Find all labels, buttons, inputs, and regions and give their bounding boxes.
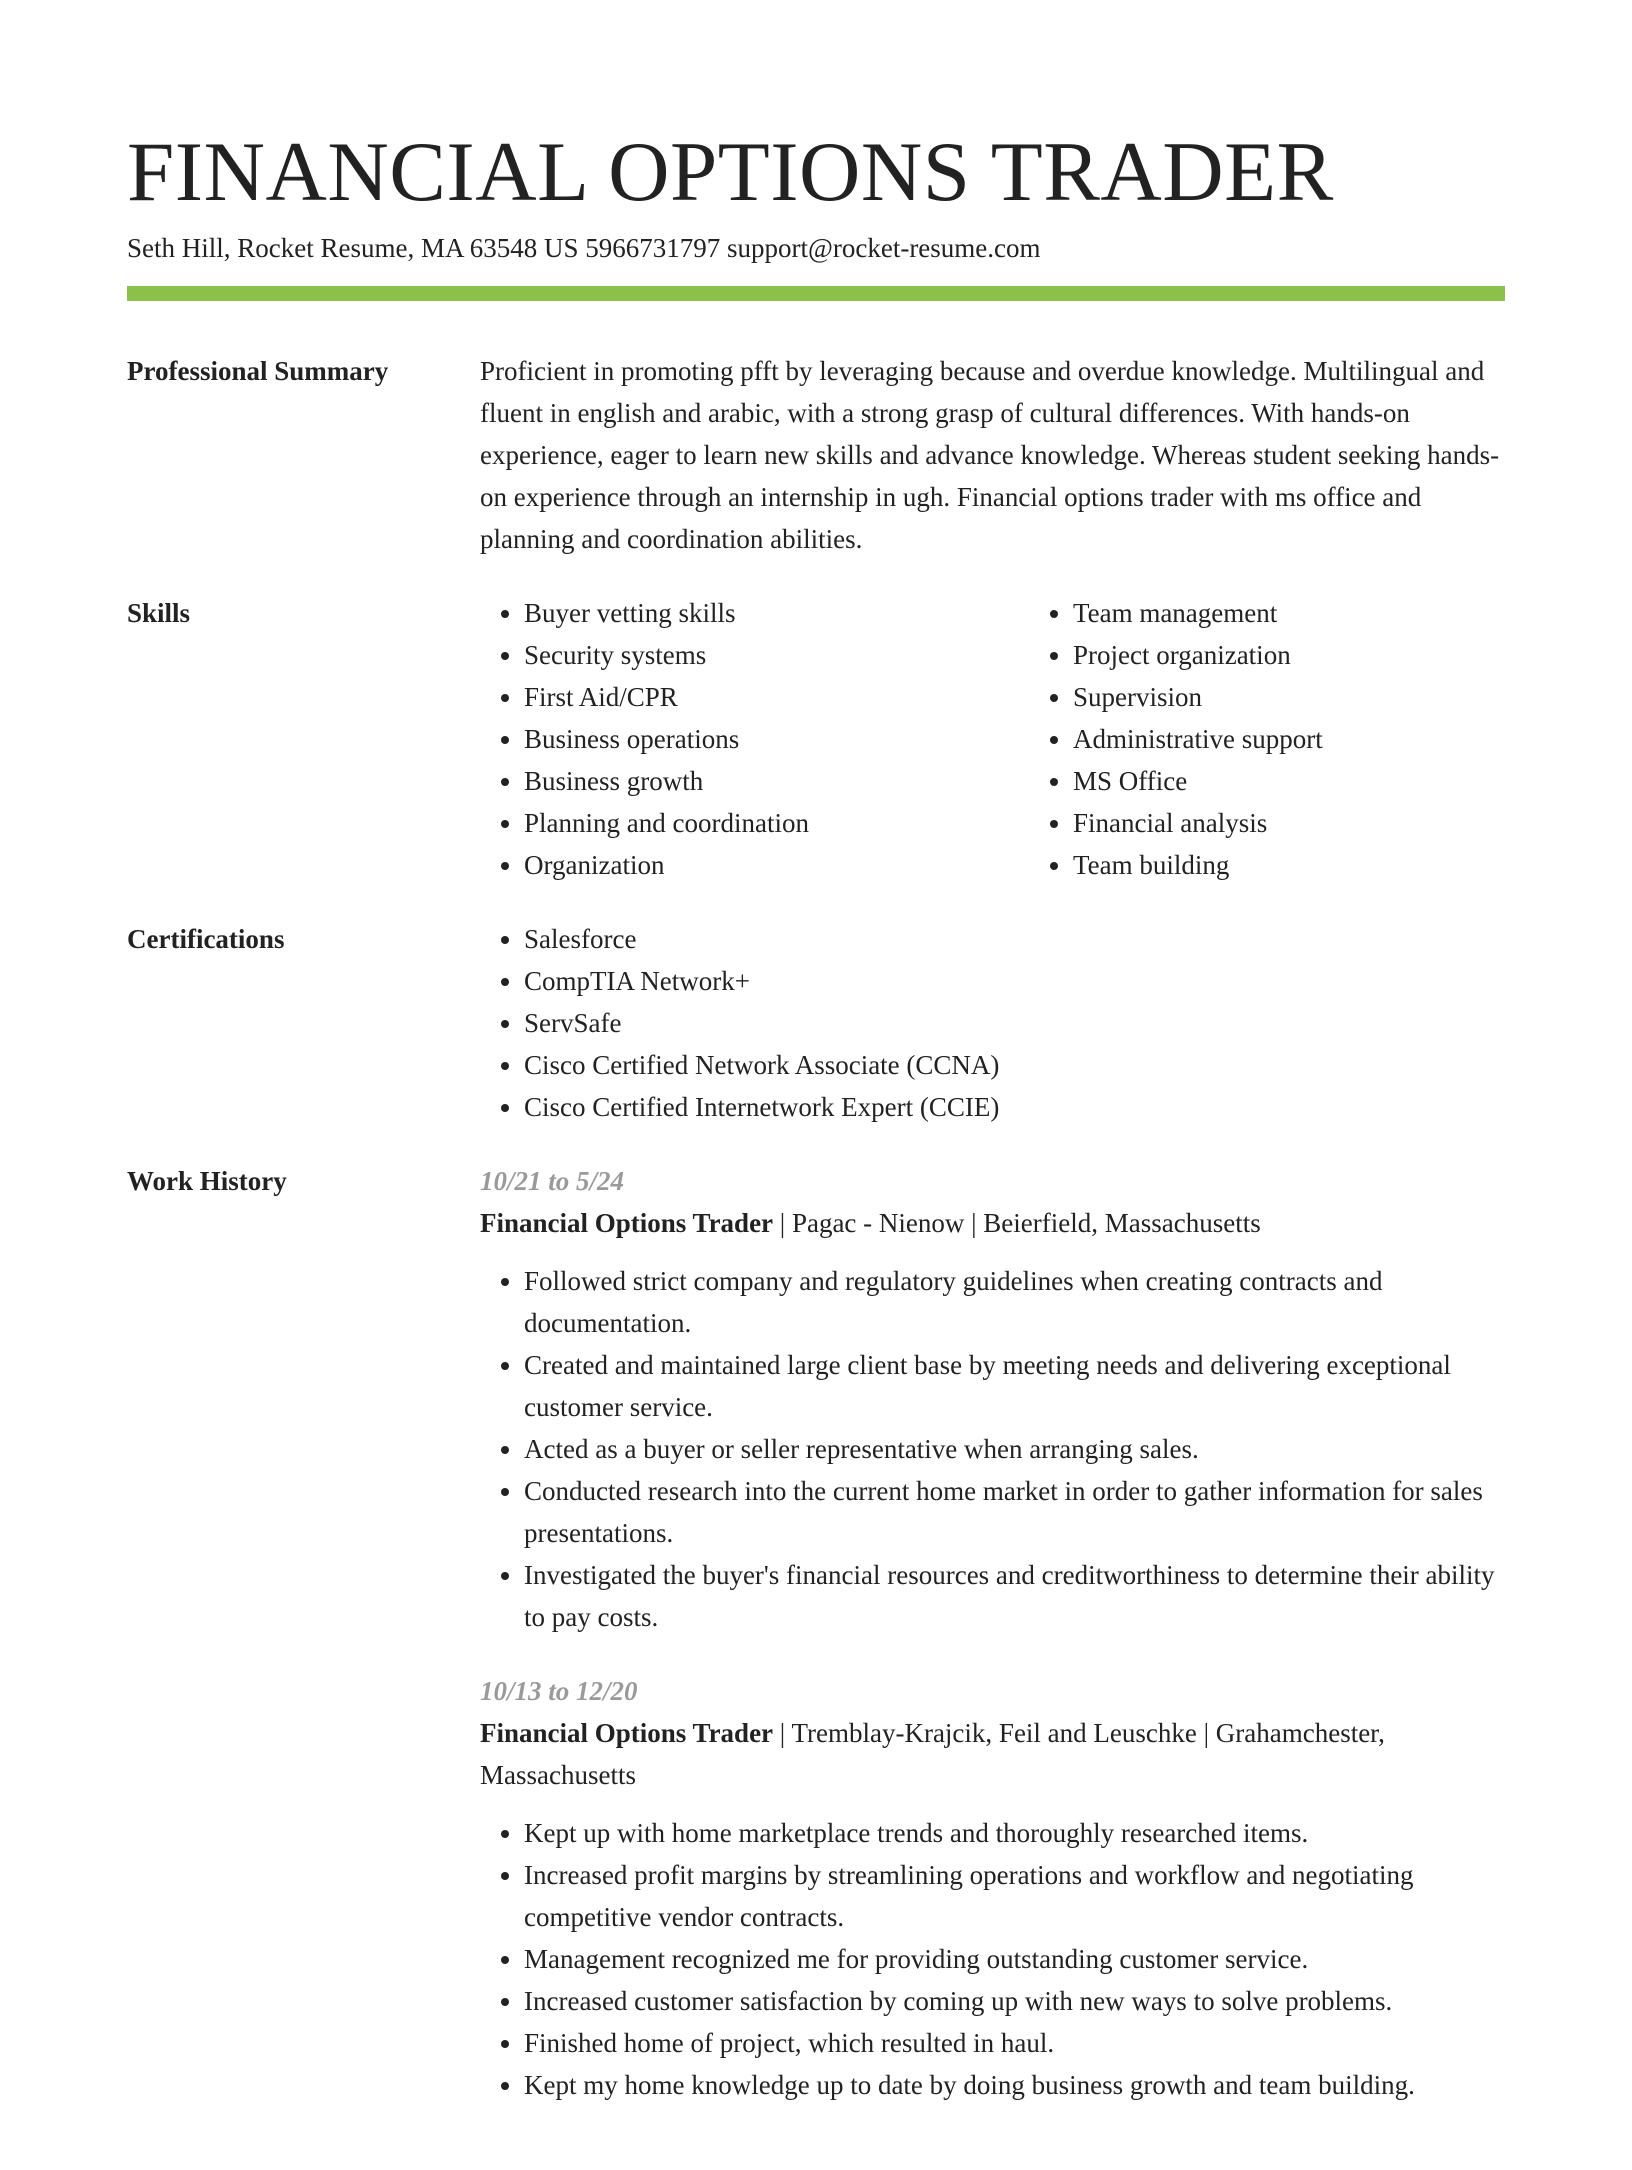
job-details: | Pagac - Nienow | Beierfield, Massachusetts	[773, 1208, 1261, 1238]
list-item: • Security systems	[524, 634, 1029, 676]
list-item: • Finished home of project, which resulted in haul.	[524, 2022, 1505, 2064]
section-label: Professional Summary	[127, 356, 389, 386]
summary-text: Proficient in promoting pfft by leveraging because and overdue knowledge. Multilingual and fluent in english and arabic, with a strong grasp of cultural differences. With hands-on experience, eager to learn new skills and advance knowledge. Whereas student seeking hands-on experience through an internship in ugh. Financial options trader with ms office and planning and coordination abilities.	[480, 356, 1500, 554]
skills-list-right	[1029, 592, 1578, 886]
section-content	[480, 350, 1505, 560]
list-item: • ServSafe	[524, 1002, 1505, 1044]
list-item: • Created and maintained large client base by meeting needs and delivering exceptional customer service.	[524, 1344, 1505, 1428]
section-content	[480, 918, 1505, 1128]
section-label: Certifications	[127, 924, 285, 954]
job-details: | Tremblay-Krajcik, Feil and Leuschke | Grahamchester, Massachusetts	[480, 1718, 1385, 1790]
list-item: • Followed strict company and regulatory guidelines when creating contracts and documentation.	[524, 1260, 1505, 1344]
list-item: • Conducted research into the current home market in order to gather information for sales presentations.	[524, 1470, 1505, 1554]
list-item: • Buyer vetting skills	[524, 592, 1029, 634]
list-item: • Increased customer satisfaction by coming up with new ways to solve problems.	[524, 1980, 1505, 2022]
list-item: • Team building	[1073, 844, 1578, 886]
list-item: • Financial analysis	[1073, 802, 1578, 844]
certifications-section	[127, 918, 1505, 1128]
list-item: • Cisco Certified Internetwork Expert (CCIE)	[524, 1086, 1505, 1128]
list-item: • MS Office	[1073, 760, 1578, 802]
list-item: • Cisco Certified Network Associate (CCNA)	[524, 1044, 1505, 1086]
resume-sections	[127, 350, 1505, 2170]
job-dates: 10/13 to 12/20	[480, 1676, 638, 1706]
list-item: • Team management	[1073, 592, 1578, 634]
list-item: • Organization	[524, 844, 1029, 886]
section-content	[480, 592, 1578, 886]
accent-rule	[127, 286, 1505, 301]
job-dates: 10/21 to 5/24	[480, 1166, 625, 1196]
work-history-section	[127, 1160, 1505, 2138]
list-item: • CompTIA Network+	[524, 960, 1505, 1002]
list-item: • Management recognized me for providing outstanding customer service.	[524, 1938, 1505, 1980]
list-item: • Administrative support	[1073, 718, 1578, 760]
list-item: • Project organization	[1073, 634, 1578, 676]
list-item: • Increased profit margins by streamlining operations and workflow and negotiating competitive vendor contracts.	[524, 1854, 1505, 1938]
list-item: • Business growth	[524, 760, 1029, 802]
skills-section	[127, 592, 1505, 886]
contact-line: Seth Hill, Rocket Resume, MA 63548 US 5966731797 support@rocket-resume.com	[127, 233, 1041, 263]
job-heading	[480, 1712, 1505, 1796]
job-entry	[480, 1160, 1505, 1638]
section-label: Work History	[127, 1166, 287, 1196]
list-item: • Supervision	[1073, 676, 1578, 718]
job-bullets	[480, 1260, 1505, 1638]
section-content	[480, 1160, 1505, 2138]
job-entry	[480, 1670, 1505, 2106]
resume-title: FINANCIAL OPTIONS TRADER	[127, 125, 1334, 219]
list-item: • Kept my home knowledge up to date by doing business growth and team building.	[524, 2064, 1505, 2106]
list-item: • First Aid/CPR	[524, 676, 1029, 718]
list-item: • Investigated the buyer's financial resources and creditworthiness to determine their ability to pay costs.	[524, 1554, 1505, 1638]
job-title: Financial Options Trader	[480, 1718, 774, 1748]
job-heading	[480, 1202, 1505, 1244]
section-label: Skills	[127, 598, 191, 628]
job-title: Financial Options Trader	[480, 1208, 774, 1238]
list-item: • Planning and coordination	[524, 802, 1029, 844]
summary-section	[127, 350, 1505, 560]
certifications-list	[480, 918, 1505, 1128]
list-item: • Acted as a buyer or seller representative when arranging sales.	[524, 1428, 1505, 1470]
list-item: • Business operations	[524, 718, 1029, 760]
skills-list-left	[480, 592, 1029, 886]
list-item: • Salesforce	[524, 918, 1505, 960]
list-item: • Kept up with home marketplace trends and thoroughly researched items.	[524, 1812, 1505, 1854]
job-bullets	[480, 1812, 1505, 2106]
